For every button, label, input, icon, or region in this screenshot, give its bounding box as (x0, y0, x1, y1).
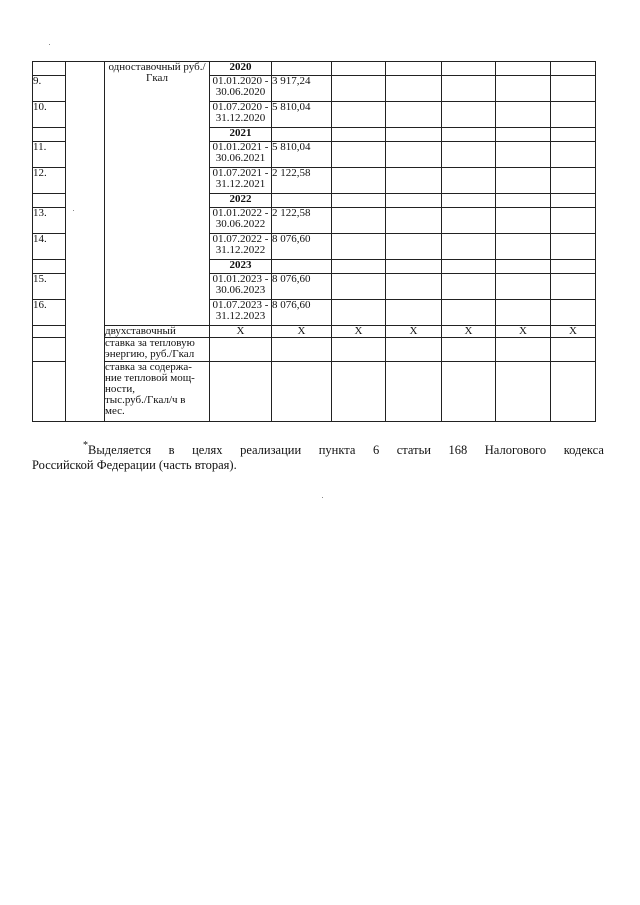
empty-cell (332, 234, 386, 260)
period-end: 30.06.2021 (215, 152, 266, 164)
x-mark: X (551, 326, 596, 338)
empty-cell (496, 362, 551, 422)
row-number-cell (33, 62, 66, 76)
empty-cell (551, 62, 596, 76)
year-label: 2022 (210, 194, 272, 208)
footnote-word: Выделяется (88, 443, 152, 457)
period-start: 01.01.2023 - (212, 273, 269, 285)
scan-speck (49, 44, 50, 45)
row-number-cell (33, 128, 66, 142)
single-rate-label: одноставочный руб./Гкал (105, 62, 210, 326)
year-row (33, 62, 596, 76)
capacity-label-line: тыс.руб./Гкал/ч в (105, 394, 186, 406)
row-number-cell (33, 362, 66, 422)
empty-cell (210, 362, 272, 422)
footnote-word: кодекса (563, 443, 604, 457)
empty-cell (332, 102, 386, 128)
empty-cell (551, 76, 596, 102)
footnote-word: целях (192, 443, 223, 457)
empty-cell (386, 128, 442, 142)
empty-cell (496, 260, 551, 274)
two-rate-row (33, 326, 596, 338)
empty-cell (386, 234, 442, 260)
capacity-label-line: ставка за содержа- (105, 361, 192, 373)
empty-cell (386, 260, 442, 274)
footnote-word: 168 (448, 443, 468, 457)
period-start: 01.07.2022 - (212, 233, 269, 245)
row-number: 10. (33, 102, 66, 128)
group-cell (66, 62, 105, 422)
empty-cell (551, 194, 596, 208)
empty-cell (272, 260, 332, 274)
empty-cell (496, 208, 551, 234)
row-number-cell (33, 338, 66, 362)
tariff-value: 5 810,04 (272, 142, 332, 168)
empty-cell (551, 168, 596, 194)
empty-cell (386, 142, 442, 168)
empty-cell (551, 128, 596, 142)
empty-cell (551, 274, 596, 300)
tariff-value: 8 076,60 (272, 274, 332, 300)
tariff-value: 8 076,60 (272, 300, 332, 326)
footnote-line-1 (88, 443, 604, 458)
period-start: 01.07.2023 - (212, 299, 269, 311)
empty-cell (496, 76, 551, 102)
period-end: 31.12.2020 (215, 112, 266, 124)
empty-cell (496, 168, 551, 194)
year-label: 2021 (210, 128, 272, 142)
empty-cell (332, 128, 386, 142)
year-label: 2023 (210, 260, 272, 274)
capacity-label-line: ности, (105, 383, 135, 395)
empty-cell (496, 102, 551, 128)
period-start: 01.01.2022 - (212, 207, 269, 219)
empty-cell (332, 62, 386, 76)
empty-cell (551, 362, 596, 422)
empty-cell (496, 300, 551, 326)
empty-cell (496, 234, 551, 260)
period-cell (210, 300, 272, 326)
empty-cell (272, 338, 332, 362)
x-mark: X (332, 326, 386, 338)
period-cell (210, 208, 272, 234)
empty-cell (386, 300, 442, 326)
row-number-cell (33, 260, 66, 274)
row-number: 15. (33, 274, 66, 300)
empty-cell (442, 274, 496, 300)
empty-cell (332, 168, 386, 194)
period-cell (210, 274, 272, 300)
x-mark: X (442, 326, 496, 338)
x-mark: X (272, 326, 332, 338)
empty-cell (272, 62, 332, 76)
period-end: 31.12.2023 (215, 310, 266, 322)
empty-cell (551, 234, 596, 260)
empty-cell (386, 194, 442, 208)
tariff-table (32, 61, 596, 422)
empty-cell (272, 128, 332, 142)
empty-cell (442, 208, 496, 234)
empty-cell (442, 62, 496, 76)
period-cell (210, 76, 272, 102)
period-cell (210, 102, 272, 128)
empty-cell (386, 102, 442, 128)
period-start: 01.07.2020 - (212, 101, 269, 113)
scan-speck (322, 497, 323, 498)
empty-cell (442, 362, 496, 422)
footnote-word: Налогового (484, 443, 547, 457)
period-cell (210, 168, 272, 194)
empty-cell (551, 208, 596, 234)
empty-cell (332, 142, 386, 168)
footnote-word: пункта (318, 443, 356, 457)
footnote (32, 440, 604, 473)
empty-cell (496, 274, 551, 300)
empty-cell (442, 102, 496, 128)
capacity-rate-row (33, 362, 596, 422)
period-start: 01.01.2020 - (212, 75, 269, 87)
empty-cell (551, 338, 596, 362)
empty-cell (332, 300, 386, 326)
empty-cell (272, 362, 332, 422)
empty-cell (442, 260, 496, 274)
row-number-cell (33, 326, 66, 338)
empty-cell (496, 128, 551, 142)
footnote-word: в (168, 443, 175, 457)
empty-cell (442, 300, 496, 326)
footnote-star: * (83, 440, 88, 451)
empty-cell (442, 194, 496, 208)
row-number: 16. (33, 300, 66, 326)
row-number: 11. (33, 142, 66, 168)
row-number: 13. (33, 208, 66, 234)
empty-cell (442, 142, 496, 168)
period-end: 31.12.2022 (215, 244, 266, 256)
period-end: 30.06.2022 (215, 218, 266, 230)
period-start: 01.01.2021 - (212, 141, 269, 153)
empty-cell (442, 128, 496, 142)
tariff-value: 8 076,60 (272, 234, 332, 260)
x-mark: X (210, 326, 272, 338)
empty-cell (332, 194, 386, 208)
year-label: 2020 (210, 62, 272, 76)
empty-cell (551, 142, 596, 168)
period-end: 30.06.2023 (215, 284, 266, 296)
period-end: 30.06.2020 (215, 86, 266, 98)
empty-cell (332, 362, 386, 422)
energy-rate-row (33, 338, 596, 362)
tariff-value: 5 810,04 (272, 102, 332, 128)
footnote-word: 6 (372, 443, 380, 457)
capacity-label-line: ние тепловой мощ- (105, 372, 195, 384)
capacity-label-line: мес. (105, 405, 125, 417)
row-number-cell (33, 194, 66, 208)
row-number: 12. (33, 168, 66, 194)
x-mark: X (386, 326, 442, 338)
period-cell (210, 142, 272, 168)
empty-cell (332, 338, 386, 362)
empty-cell (332, 260, 386, 274)
row-number: 14. (33, 234, 66, 260)
period-end: 31.12.2021 (215, 178, 266, 190)
empty-cell (386, 338, 442, 362)
empty-cell (210, 338, 272, 362)
empty-cell (442, 234, 496, 260)
capacity-rate-label (105, 362, 210, 422)
tariff-value: 2 122,58 (272, 208, 332, 234)
empty-cell (386, 274, 442, 300)
row-number: 9. (33, 76, 66, 102)
period-cell (210, 234, 272, 260)
x-mark: X (496, 326, 551, 338)
period-start: 01.07.2021 - (212, 167, 269, 179)
empty-cell (386, 168, 442, 194)
empty-cell (496, 194, 551, 208)
empty-cell (551, 300, 596, 326)
energy-rate-label: ставка за тепловую энергию, руб./Гкал (105, 338, 210, 362)
empty-cell (496, 62, 551, 76)
footnote-line-2: Российской Федерации (часть вторая). (32, 458, 237, 472)
footnote-word: реализации (240, 443, 302, 457)
empty-cell (272, 194, 332, 208)
empty-cell (386, 362, 442, 422)
empty-cell (496, 142, 551, 168)
empty-cell (551, 260, 596, 274)
empty-cell (442, 168, 496, 194)
tariff-value: 2 122,58 (272, 168, 332, 194)
footnote-word: статьи (396, 443, 431, 457)
empty-cell (496, 338, 551, 362)
empty-cell (386, 76, 442, 102)
empty-cell (551, 102, 596, 128)
empty-cell (442, 338, 496, 362)
empty-cell (386, 62, 442, 76)
empty-cell (332, 76, 386, 102)
tariff-value: 3 917,24 (272, 76, 332, 102)
two-rate-label: двухставочный (105, 326, 210, 338)
empty-cell (386, 208, 442, 234)
empty-cell (442, 76, 496, 102)
empty-cell (332, 208, 386, 234)
empty-cell (332, 274, 386, 300)
